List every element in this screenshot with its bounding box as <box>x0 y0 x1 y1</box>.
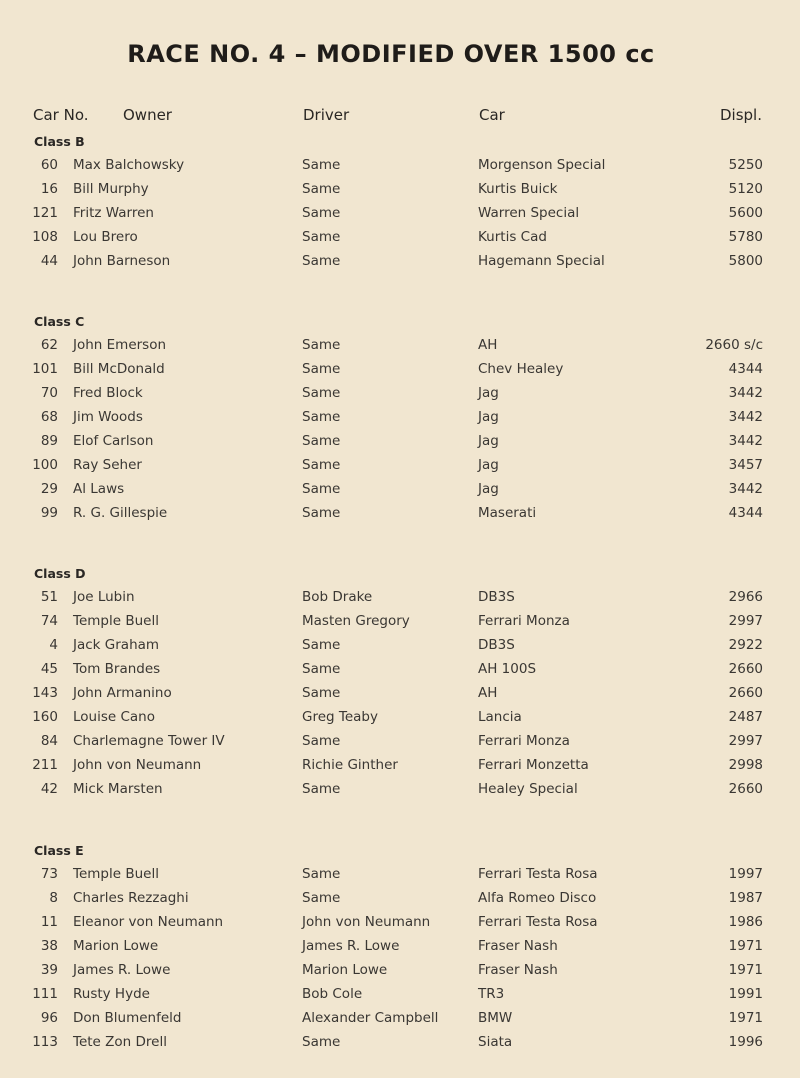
table-row <box>0 205 800 229</box>
car-model: Alfa Romeo Disco <box>478 890 597 906</box>
car-model: Morgenson Special <box>478 157 606 173</box>
car-number: 38 <box>40 938 58 954</box>
owner-name: R. G. Gillespie <box>73 505 168 521</box>
driver-name: Same <box>302 733 341 749</box>
driver-name: Alexander Campbell <box>302 1010 439 1026</box>
owner-name: Mick Marsten <box>73 781 163 797</box>
car-model: Warren Special <box>478 205 580 221</box>
car-number: 42 <box>40 781 58 797</box>
owner-name: John von Neumann <box>73 757 202 773</box>
car-model: Jag <box>478 481 499 497</box>
car-model: Jag <box>478 457 499 473</box>
header-driver: Driver <box>303 106 350 124</box>
class-label: Class C <box>34 314 85 329</box>
driver-name: Same <box>302 505 341 521</box>
car-number: 108 <box>32 229 58 245</box>
driver-name: Same <box>302 361 341 377</box>
car-number: 74 <box>40 613 58 629</box>
driver-name: Same <box>302 409 341 425</box>
driver-name: Same <box>302 181 341 197</box>
displacement: 2997 <box>728 613 763 629</box>
owner-name: John Armanino <box>73 685 172 701</box>
displacement: 2998 <box>728 757 763 773</box>
table-row <box>0 505 800 529</box>
table-row <box>0 709 800 733</box>
table-row <box>0 637 800 661</box>
table-row <box>0 181 800 205</box>
driver-name: Same <box>302 385 341 401</box>
owner-name: Ray Seher <box>73 457 142 473</box>
car-number: 121 <box>32 205 58 221</box>
header-car: Car <box>479 106 505 124</box>
driver-name: Same <box>302 481 341 497</box>
displacement: 3457 <box>728 457 763 473</box>
displacement: 3442 <box>728 433 763 449</box>
driver-name: Same <box>302 253 341 269</box>
table-row <box>0 385 800 409</box>
car-model: Fraser Nash <box>478 938 558 954</box>
car-number: 4 <box>49 637 58 653</box>
owner-name: Jack Graham <box>73 637 160 653</box>
driver-name: Same <box>302 890 341 906</box>
owner-name: Charlemagne Tower IV <box>73 733 225 749</box>
car-model: DB3S <box>478 589 515 605</box>
displacement: 5120 <box>728 181 763 197</box>
car-model: Fraser Nash <box>478 962 558 978</box>
table-row <box>0 757 800 781</box>
table-row <box>0 337 800 361</box>
table-row <box>0 962 800 986</box>
owner-name: Temple Buell <box>73 866 159 882</box>
owner-name: Joe Lubin <box>73 589 135 605</box>
car-model: Ferrari Monza <box>478 733 570 749</box>
car-model: AH <box>478 337 498 353</box>
car-model: Hagemann Special <box>478 253 605 269</box>
driver-name: Masten Gregory <box>302 613 410 629</box>
displacement: 5250 <box>728 157 763 173</box>
table-row <box>0 866 800 890</box>
driver-name: Marion Lowe <box>302 962 388 978</box>
displacement: 5780 <box>728 229 763 245</box>
table-row <box>0 661 800 685</box>
car-number: 60 <box>40 157 58 173</box>
owner-name: Louise Cano <box>73 709 155 725</box>
car-number: 89 <box>40 433 58 449</box>
car-model: DB3S <box>478 637 515 653</box>
table-row <box>0 481 800 505</box>
driver-name: Same <box>302 457 341 473</box>
car-model: Siata <box>478 1034 513 1050</box>
car-number: 70 <box>40 385 58 401</box>
car-model: Kurtis Cad <box>478 229 547 245</box>
table-row <box>0 1010 800 1034</box>
table-row <box>0 986 800 1010</box>
owner-name: Marion Lowe <box>73 938 159 954</box>
displacement: 2922 <box>728 637 763 653</box>
column-headers <box>0 106 800 128</box>
displacement: 2660 s/c <box>705 337 763 353</box>
car-number: 73 <box>40 866 58 882</box>
owner-name: Tete Zon Drell <box>73 1034 167 1050</box>
class-label: Class B <box>34 134 85 149</box>
table-row <box>0 589 800 613</box>
car-model: TR3 <box>478 986 505 1002</box>
driver-name: James R. Lowe <box>302 938 400 954</box>
car-number: 62 <box>40 337 58 353</box>
table-row <box>0 409 800 433</box>
driver-name: Same <box>302 157 341 173</box>
owner-name: Tom Brandes <box>73 661 161 677</box>
owner-name: Bill Murphy <box>73 181 149 197</box>
displacement: 1971 <box>728 962 763 978</box>
car-model: Chev Healey <box>478 361 564 377</box>
class-label: Class D <box>34 566 86 581</box>
table-row <box>0 733 800 757</box>
car-model: Jag <box>478 433 499 449</box>
car-number: 44 <box>40 253 58 269</box>
car-model: AH 100S <box>478 661 537 677</box>
table-row <box>0 914 800 938</box>
car-model: Lancia <box>478 709 522 725</box>
class-label: Class E <box>34 843 84 858</box>
table-row <box>0 157 800 181</box>
car-number: 45 <box>40 661 58 677</box>
displacement: 3442 <box>728 409 763 425</box>
driver-name: Same <box>302 637 341 653</box>
header-owner: Owner <box>123 106 172 124</box>
driver-name: Same <box>302 866 341 882</box>
owner-name: Max Balchowsky <box>73 157 185 173</box>
owner-name: Temple Buell <box>73 613 159 629</box>
driver-name: Bob Cole <box>302 986 363 1002</box>
table-row <box>0 433 800 457</box>
driver-name: Same <box>302 433 341 449</box>
displacement: 4344 <box>728 361 763 377</box>
displacement: 4344 <box>728 505 763 521</box>
driver-name: Bob Drake <box>302 589 373 605</box>
car-model: AH <box>478 685 498 701</box>
table-row <box>0 253 800 277</box>
displacement: 1986 <box>728 914 763 930</box>
table-row <box>0 457 800 481</box>
table-row <box>0 229 800 253</box>
table-row <box>0 938 800 962</box>
header-car-no: Car No. <box>33 106 89 124</box>
car-number: 11 <box>40 914 58 930</box>
car-model: Jag <box>478 385 499 401</box>
driver-name: John von Neumann <box>302 914 431 930</box>
driver-name: Greg Teaby <box>302 709 378 725</box>
car-number: 96 <box>40 1010 58 1026</box>
owner-name: Elof Carlson <box>73 433 154 449</box>
displacement: 3442 <box>728 385 763 401</box>
car-model: Ferrari Testa Rosa <box>478 866 598 882</box>
header-displ: Displ. <box>720 106 762 124</box>
owner-name: Fritz Warren <box>73 205 154 221</box>
car-number: 111 <box>32 986 58 1002</box>
car-number: 16 <box>40 181 58 197</box>
car-model: Maserati <box>478 505 537 521</box>
car-model: Jag <box>478 409 499 425</box>
owner-name: Jim Woods <box>73 409 143 425</box>
driver-name: Same <box>302 229 341 245</box>
driver-name: Same <box>302 781 341 797</box>
driver-name: Same <box>302 1034 341 1050</box>
car-number: 100 <box>32 457 58 473</box>
owner-name: Don Blumenfeld <box>73 1010 182 1026</box>
car-number: 101 <box>32 361 58 377</box>
car-number: 143 <box>32 685 58 701</box>
page-title: RACE NO. 4 – MODIFIED OVER 1500 cc <box>127 40 655 68</box>
table-row <box>0 781 800 805</box>
driver-name: Same <box>302 685 341 701</box>
displacement: 2997 <box>728 733 763 749</box>
owner-name: Charles Rezzaghi <box>73 890 189 906</box>
owner-name: John Barneson <box>73 253 171 269</box>
car-number: 84 <box>40 733 58 749</box>
owner-name: Al Laws <box>73 481 125 497</box>
displacement: 1997 <box>728 866 763 882</box>
car-number: 8 <box>49 890 58 906</box>
car-model: Ferrari Monzetta <box>478 757 589 773</box>
displacement: 1971 <box>728 1010 763 1026</box>
displacement: 1991 <box>728 986 763 1002</box>
displacement: 1987 <box>728 890 763 906</box>
table-row <box>0 685 800 709</box>
table-row <box>0 613 800 637</box>
car-number: 51 <box>40 589 58 605</box>
owner-name: Bill McDonald <box>73 361 165 377</box>
displacement: 2660 <box>728 685 763 701</box>
car-number: 211 <box>32 757 58 773</box>
car-number: 160 <box>32 709 58 725</box>
car-number: 39 <box>40 962 58 978</box>
driver-name: Same <box>302 205 341 221</box>
displacement: 2487 <box>728 709 763 725</box>
displacement: 5800 <box>728 253 763 269</box>
displacement: 2660 <box>728 661 763 677</box>
car-number: 29 <box>40 481 58 497</box>
car-model: Healey Special <box>478 781 578 797</box>
car-model: Ferrari Testa Rosa <box>478 914 598 930</box>
driver-name: Richie Ginther <box>302 757 398 773</box>
driver-name: Same <box>302 661 341 677</box>
displacement: 1971 <box>728 938 763 954</box>
displacement: 3442 <box>728 481 763 497</box>
owner-name: Rusty Hyde <box>73 986 150 1002</box>
displacement: 2660 <box>728 781 763 797</box>
car-model: Ferrari Monza <box>478 613 570 629</box>
owner-name: Fred Block <box>73 385 143 401</box>
displacement: 2966 <box>728 589 763 605</box>
car-number: 99 <box>40 505 58 521</box>
table-row <box>0 1034 800 1058</box>
car-number: 68 <box>40 409 58 425</box>
table-row <box>0 890 800 914</box>
car-model: Kurtis Buick <box>478 181 558 197</box>
car-number: 113 <box>32 1034 58 1050</box>
owner-name: James R. Lowe <box>73 962 171 978</box>
owner-name: John Emerson <box>73 337 167 353</box>
owner-name: Eleanor von Neumann <box>73 914 224 930</box>
owner-name: Lou Brero <box>73 229 138 245</box>
car-model: BMW <box>478 1010 513 1026</box>
displacement: 5600 <box>728 205 763 221</box>
driver-name: Same <box>302 337 341 353</box>
displacement: 1996 <box>728 1034 763 1050</box>
table-row <box>0 361 800 385</box>
